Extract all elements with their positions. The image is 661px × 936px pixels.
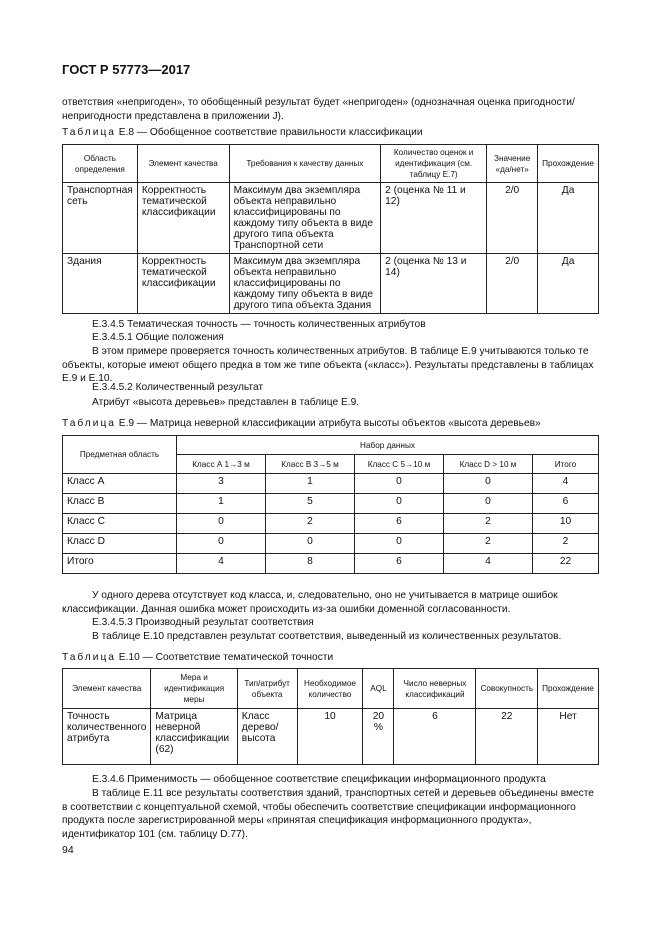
table-e8-caption: Таблица Е.8 — Обобщенное соответствие правильности классификации <box>62 127 423 138</box>
paragraph: В этом примере проверяется точность количественных атрибутов. В таблице Е.9 учитываются только те объекты, которые имеют общего предка в том же типе объекта («класс»). Результаты представлены в таблицах Е.9 и Е.10. <box>62 346 594 384</box>
table-cell: Максимум два экземпляра объекта неправильно классифицированы по каждому типу объекта в виде другого типа объекта Здания <box>229 254 381 314</box>
section-heading: Е.3.4.5.2 Количественный результат <box>92 382 264 393</box>
table-e9-group-header: Набор данных <box>177 436 599 455</box>
table-e9-header-cell: Итого <box>533 455 599 474</box>
table-cell: Корректность тематической классификации <box>137 183 229 254</box>
table-cell: 5 <box>266 494 355 514</box>
table-e9-header-cell: Класс D > 10 м <box>444 455 533 474</box>
section-heading: Е.3.4.5.3 Производный результат соответствия <box>92 617 314 628</box>
table-cell: 8 <box>266 554 355 574</box>
section-heading: Е.3.4.6 Применимость — обобщенное соответствие спецификации информационного продукта <box>92 774 546 785</box>
table-e8-header-cell: Значение «да/нет» <box>487 145 538 183</box>
page-number: 94 <box>62 844 74 856</box>
table-e10-caption: Таблица Е.10 — Соответствие тематической точности <box>62 652 334 663</box>
table-cell: 2 <box>444 534 533 554</box>
table-e10-header-cell: Тип/атрибут объекта <box>237 669 297 709</box>
table-cell: 4 <box>177 554 266 574</box>
table-cell: Корректность тематической классификации <box>137 254 229 314</box>
table-e10-header-cell: Прохождение <box>538 669 599 709</box>
table-row <box>63 534 599 554</box>
table-row <box>63 183 599 254</box>
table-cell: 1 <box>266 474 355 494</box>
table-cell: Класс А <box>63 474 177 494</box>
table-cell: 22 <box>533 554 599 574</box>
table-e10-header-cell: Мера и идентификация меры <box>151 669 237 709</box>
table-e8-header-cell: Область определения <box>63 145 138 183</box>
table-cell: Итого <box>63 554 177 574</box>
paragraph: В таблице Е.10 представлен результат соответствия, выведенный из количественных результатов. <box>92 631 562 642</box>
table-cell: 10 <box>297 709 363 765</box>
table-e9-caption: Таблица Е.9 — Матрица неверной классификации атрибута высоты объектов «высота деревьев» <box>62 418 541 429</box>
table-row <box>63 554 599 574</box>
table-cell: 2 <box>266 514 355 534</box>
table-cell: Точность количественного атрибута <box>63 709 151 765</box>
table-cell: Матрица неверной классификации (62) <box>151 709 237 765</box>
section-heading: Е.3.4.5.1 Общие положения <box>92 332 224 343</box>
table-e10-header-row <box>63 669 599 709</box>
table-e10 <box>62 668 599 765</box>
table-e8 <box>62 144 599 314</box>
table-cell: 4 <box>444 554 533 574</box>
paragraph: У одного дерева отсутствует код класса, и, следовательно, оно не учитывается в матрице ошибок классификации. Данная ошибка может происходить из-за ошибки доменной согласованности. <box>62 590 558 615</box>
table-row <box>63 254 599 314</box>
table-e9-header-cell: Класс С 5→10 м <box>355 455 444 474</box>
table-cell: 0 <box>355 494 444 514</box>
table-cell: 1 <box>177 494 266 514</box>
table-cell: Класс дерево/высота <box>237 709 297 765</box>
table-e10-header-cell: Необходимое количество <box>297 669 363 709</box>
table-cell: 4 <box>533 474 599 494</box>
paragraph: В таблице Е.11 все результаты соответствия зданий, транспортных сетей и деревьев объединены вместе в соответствии с концептуальной схемой, чтобы обеспечить соответствие спецификации информационного продукта после зарегистрированной меры «принятая спецификация информационного продукта», идентификатор 101 (см. таблицу D.77). <box>62 788 594 840</box>
table-cell: 2 <box>533 534 599 554</box>
table-cell: 10 <box>533 514 599 534</box>
table-e10-header-cell: Число неверных классификаций <box>394 669 476 709</box>
table-cell: Максимум два экземпляра объекта неправильно классифицированы по каждому типу объекта в виде другого типа объекта Транспортной сети <box>229 183 381 254</box>
table-e8-header-cell: Требования к качеству данных <box>229 145 381 183</box>
table-e10-header-cell: AQL <box>363 669 394 709</box>
table-cell: 2 (оценка № 13 и 14) <box>381 254 487 314</box>
table-cell: 2/0 <box>487 183 538 254</box>
table-cell: 0 <box>355 534 444 554</box>
table-e8-header-cell: Прохождение <box>538 145 599 183</box>
table-e8-header-row <box>63 145 599 183</box>
table-cell: 0 <box>444 474 533 494</box>
paragraph: Атрибут «высота деревьев» представлен в таблице Е.9. <box>92 397 360 408</box>
table-cell: 2 <box>444 514 533 534</box>
table-cell: Класс D <box>63 534 177 554</box>
table-cell: 0 <box>444 494 533 514</box>
table-cell: 6 <box>533 494 599 514</box>
table-cell: Да <box>538 183 599 254</box>
table-cell: Нет <box>538 709 599 765</box>
table-cell: 0 <box>355 474 444 494</box>
table-e8-header-cell: Количество оценок и идентификация (см. таблицу Е.7) <box>381 145 487 183</box>
table-cell: 0 <box>266 534 355 554</box>
table-e10-header-cell: Совокупность <box>476 669 538 709</box>
section-heading: Е.3.4.5 Тематическая точность — точность количественных атрибутов <box>92 319 426 330</box>
table-cell: Класс В <box>63 494 177 514</box>
table-row <box>63 514 599 534</box>
table-e9-header-cell: Класс А 1→3 м <box>177 455 266 474</box>
table-cell: 0 <box>177 534 266 554</box>
table-e8-header-cell: Элемент качества <box>137 145 229 183</box>
table-e9-header-row <box>63 436 599 455</box>
table-cell: 20 % <box>363 709 394 765</box>
table-row <box>63 494 599 514</box>
table-cell: Здания <box>63 254 138 314</box>
table-cell: 22 <box>476 709 538 765</box>
table-cell: 6 <box>355 514 444 534</box>
table-row <box>63 709 599 765</box>
table-cell: Да <box>538 254 599 314</box>
table-cell: 6 <box>355 554 444 574</box>
table-e10-header-cell: Элемент качества <box>63 669 151 709</box>
table-e9-header-cell: Класс В 3→5 м <box>266 455 355 474</box>
table-cell: 0 <box>177 514 266 534</box>
table-e9-corner: Предметная область <box>63 436 177 474</box>
table-cell: 3 <box>177 474 266 494</box>
table-cell: Класс С <box>63 514 177 534</box>
table-cell: 6 <box>394 709 476 765</box>
page-header: ГОСТ Р 57773—2017 <box>62 62 191 77</box>
table-cell: Транспортная сеть <box>63 183 138 254</box>
table-cell: 2 (оценка № 11 и 12) <box>381 183 487 254</box>
table-e9 <box>62 435 599 574</box>
table-row <box>63 474 599 494</box>
intro-paragraph: ответствия «непригоден», то обобщенный результат будет «непригоден» (однозначная оценка пригодности/непригодности представлена в приложении J). <box>62 97 575 122</box>
table-cell: 2/0 <box>487 254 538 314</box>
